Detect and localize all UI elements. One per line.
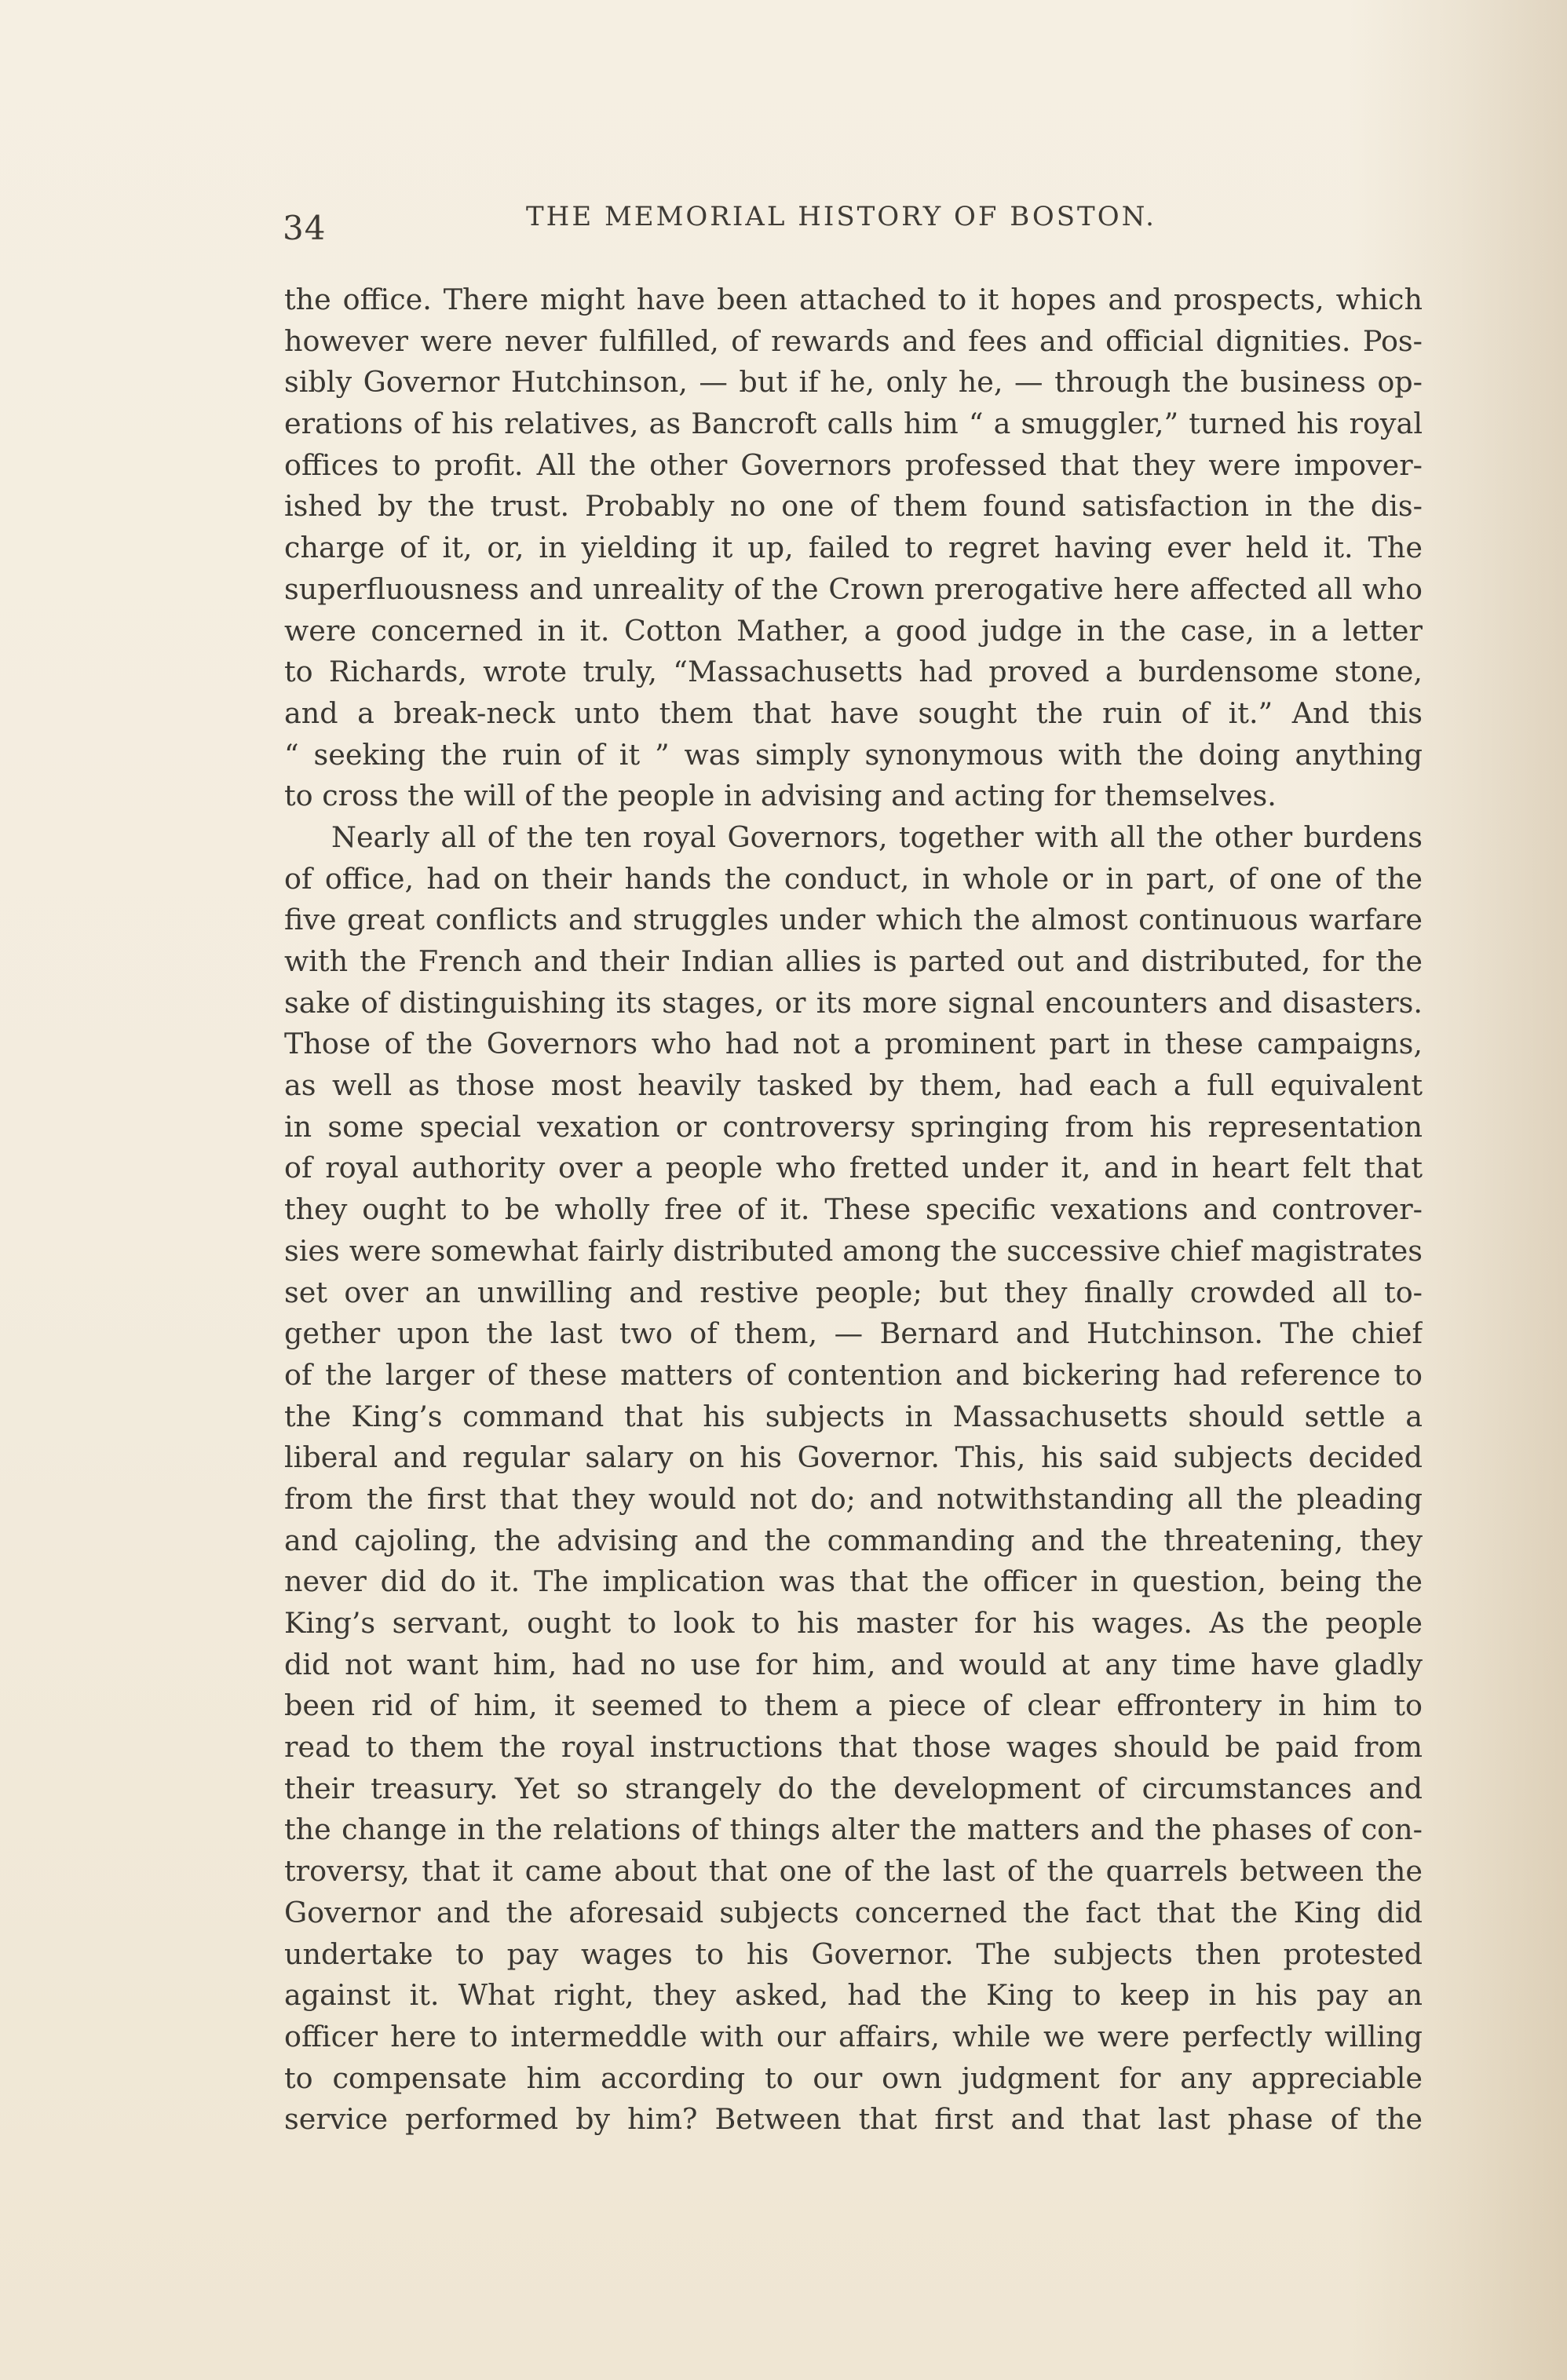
text-line: the office. There might have been attached to it hopes and prospects, which — [284, 283, 1423, 316]
text-line: of royal authority over a people who fretted under it, and in heart felt that — [284, 1151, 1423, 1185]
text-line: with the French and their Indian allies is parted out and distributed, for the — [284, 944, 1423, 978]
text-line: however were never fulfilled, of rewards and fees and official dignities. Pos- — [284, 323, 1423, 358]
text-line: their treasury. Yet so strangely do the development of circumstances and — [284, 1771, 1423, 1805]
text-line: superfluousness and unreality of the Crown prerogative here affected all who — [284, 571, 1423, 606]
text-line: Those of the Governors who had not a prominent part in these campaigns, — [284, 1027, 1423, 1061]
body-text — [284, 279, 1423, 2141]
text-line: offices to profit. All the other Governors professed that they were impover- — [284, 447, 1423, 482]
text-line: of office, had on their hands the conduct, in whole or in part, of one of the — [284, 861, 1423, 896]
text-line: never did do it. The implication was that the officer in question, being the — [284, 1564, 1423, 1599]
text-line: from the first that they would not do; and notwithstanding all the pleading — [284, 1481, 1423, 1516]
text-line: and a break-neck unto them that have sought the ruin of it.” And this — [284, 695, 1423, 730]
text-line: did not want him, had no use for him, and would at any time have gladly — [284, 1647, 1423, 1681]
text-line: five great conflicts and struggles under which the almost continuous warfare — [284, 903, 1423, 937]
text-line: “ seeking the ruin of it ” was simply synonymous with the doing anything — [284, 737, 1423, 772]
text-line: as well as those most heavily tasked by them, had each a full equivalent — [284, 1068, 1423, 1103]
text-line: been rid of him, it seemed to them a piece of clear effrontery in him to — [284, 1688, 1423, 1723]
page-header — [283, 201, 1429, 248]
running-title: THE MEMORIAL HISTORY OF BOSTON. — [526, 201, 1156, 232]
text-line: gether upon the last two of them, — Bernard and Hutchinson. The chief — [284, 1316, 1423, 1351]
text-line: the King’s command that his subjects in Massachusetts should settle a — [284, 1399, 1423, 1433]
text-line: undertake to pay wages to his Governor. The subjects then protested — [284, 1936, 1423, 1971]
text-line: set over an unwilling and restive people; but they finally crowded all to- — [284, 1275, 1423, 1309]
text-line: they ought to be wholly free of it. These specific vexations and controver- — [284, 1192, 1423, 1227]
text-line: of the larger of these matters of contention and bickering had reference to — [284, 1357, 1423, 1392]
text-line: Governor and the aforesaid subjects concerned the fact that the King did — [284, 1895, 1423, 1929]
text-line: were concerned in it. Cotton Mather, a good judge in the case, in a letter — [284, 613, 1423, 648]
text-line: sies were somewhat fairly distributed among the successive chief magistrates — [284, 1233, 1423, 1268]
text-line: charge of it, or, in yielding it up, failed to regret having ever held it. The — [284, 531, 1423, 565]
text-line: ished by the trust. Probably no one of them found satisfaction in the dis- — [284, 489, 1423, 524]
text-line: officer here to intermeddle with our affairs, while we were perfectly willing — [284, 2019, 1423, 2053]
text-line: in some special vexation or controversy springing from his representation — [284, 1109, 1423, 1144]
text-line: to Richards, wrote truly, “Massachusetts had proved a burdensome stone, — [284, 655, 1423, 689]
text-line: and cajoling, the advising and the commanding and the threatening, they — [284, 1523, 1423, 1557]
text-line: liberal and regular salary on his Governor. This, his said subjects decided — [284, 1440, 1423, 1475]
text-line: to compensate him according to our own judgment for any appreciable — [284, 2061, 1423, 2095]
text-line: the change in the relations of things alter the matters and the phases of con- — [284, 1812, 1423, 1847]
text-line: service performed by him? Between that first and that last phase of the — [284, 2102, 1423, 2137]
text-line: against it. What right, they asked, had the King to keep in his pay an — [284, 1978, 1423, 2013]
text-line: troversy, that it came about that one of the last of the quarrels between the — [284, 1854, 1423, 1889]
text-line: erations of his relatives, as Bancroft calls him “ a smuggler,” turned his royal — [284, 407, 1423, 441]
text-line: King’s servant, ought to look to his master for his wages. As the people — [284, 1606, 1423, 1640]
text-line: read to them the royal instructions that those wages should be paid from — [284, 1730, 1423, 1765]
text-line: to cross the will of the people in advising and acting for themselves. — [284, 779, 1277, 813]
page-number: 34 — [283, 209, 327, 247]
text-line: sibly Governor Hutchinson, — but if he, only he, — through the business op- — [284, 365, 1423, 400]
text-line: sake of distinguishing its stages, or its more signal encounters and disasters. — [284, 985, 1423, 1020]
paragraph-first-line: Nearly all of the ten royal Governors, together with all the other burdens — [331, 819, 1423, 854]
